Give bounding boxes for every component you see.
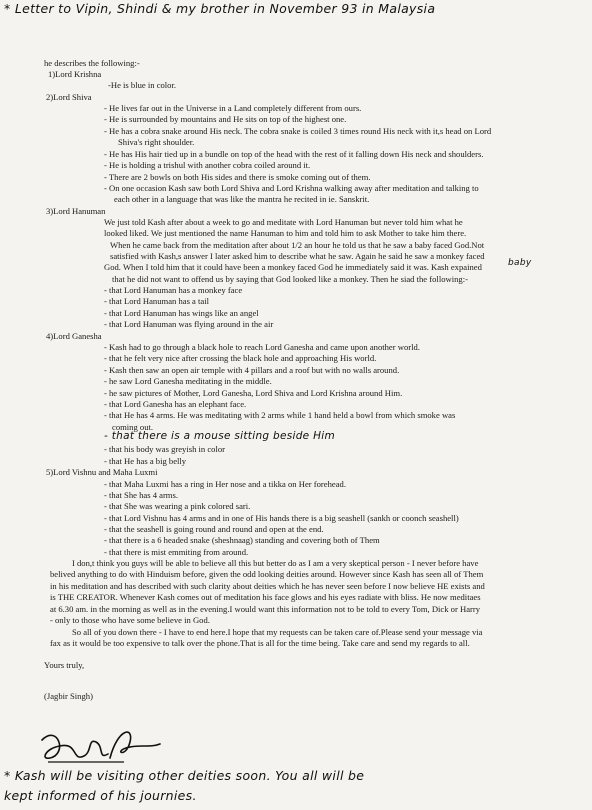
letter-line: 5)Lord Vishnu and Maha Luxmi [46,467,158,477]
letter-line: belived anything to do with Hinduism before, given the odd looking deities around. However since Kash has seen all of Them [50,569,484,579]
letter-line: - that there is a 6 headed snake (sheshnaag) standing and covering both of Them [104,535,380,545]
letter-line: - He has His hair tied up in a bundle on top of the head with the rest of it falling down His neck and shoulders. [104,149,484,159]
letter-line: - that She was wearing a pink colored sari. [104,501,251,511]
letter-line: - He has a cobra snake around His neck. The cobra snake is coiled 3 times round His neck with it,s head on Lord [104,126,492,136]
letter-line: - that Maha Luxmi has a ring in Her nose and a tikka on Her forehead. [104,479,346,489]
handwritten-footer-note-line1: * Kash will be visiting other deities soon. You all will be [4,768,365,783]
letter-line: - There are 2 bowls on both His sides and there is smoke coming out of them. [104,172,371,182]
letter-line: in his meditation and has described with such clarity about deities which he has never seen before I now believe HE exists and [50,581,485,591]
letter-line: - he saw pictures of Mother, Lord Ganesha, Lord Shiva and Lord Krishna around Him. [104,388,403,398]
letter-line: at 6.30 am. in the morning as well as in the evening.I would want this information not to be told to every Tom, Dick or Harry [50,604,481,614]
letter-line: - On one occasion Kash saw both Lord Shiva and Lord Krishna walking away after meditation and talking to [104,183,479,193]
letter-line: - He is surrounded by mountains and He sits on top of the highest one. [104,114,347,124]
letter-line: (Jagbir Singh) [44,691,93,701]
letter-line: - that his body was greyish in color [104,444,226,454]
letter-line: - Kash then saw an open air temple with 4 pillars and a roof but with no walls around. [104,365,400,375]
letter-line: that he did not want to offend us by saying that God looked like a monkey. Then he siad the following:- [112,274,468,284]
letter-line: satisfied with Kash,s answer I later asked him to describe what he saw. Again he said he saw a monkey faced [110,251,485,261]
letter-line: - that Lord Vishnu has 4 arms and in one of His hands there is a big seashell (sankh or coonch seashell) [104,513,459,523]
letter-line: 1)Lord Krishna [48,69,102,79]
letter-line: When he came back from the meditation after about 1/2 an hour he told us that he saw a baby faced God.Not [110,240,485,250]
signature-scrawl [38,718,168,768]
letter-line: - he saw Lord Ganesha meditating in the middle. [104,376,272,386]
letter-line: - that Lord Hanuman has a tail [104,296,210,306]
letter-line: looked liked. We just mentioned the name Hanuman to him and told him to ask Mother to take him there. [104,228,467,238]
letter-line: each other in a language that was like the mantra he recited in ie. Sanskrit. [114,194,370,204]
letter-line: 3)Lord Hanuman [46,206,106,216]
letter-line: So all of you down there - I have to end here.I hope that my requests can be taken care of.Please send your message via [72,627,483,637]
letter-line: Yours truly, [44,660,85,670]
letter-line: We just told Kash after about a week to go and meditate with Lord Hanuman but never told him what he [104,217,463,227]
letter-line: he describes the following:- [44,58,140,68]
letter-line: is THE CREATOR. Whenever Kash comes out of meditation his face glows and his eyes radiate with bliss. He now meditaes [50,592,481,602]
letter-line: -He is blue in color. [108,80,177,90]
letter-line: - He is holding a trishul with another cobra coiled around it. [104,160,311,170]
letter-line: 4)Lord Ganesha [46,331,102,341]
letter-line: I don,t think you guys will be able to believe all this but better do as I am a very skeptical person - I never before have [72,558,479,568]
letter-line: - that He has 4 arms. He was meditating with 2 arms while 1 hand held a bowl from which smoke was [104,410,456,420]
letter-line: - only to those who have some believe in God. [50,615,210,625]
letter-line: coming out. [112,422,154,432]
letter-line: - that He has a big belly [104,456,187,466]
letter-line: - Kash had to go through a black hole to reach Lord Ganesha and came upon another world. [104,342,420,352]
letter-line: - that the seashell is going round and round and open at the end. [104,524,324,534]
letter-line: - that Lord Hanuman has a monkey face [104,285,243,295]
letter-line: - that Lord Ganesha has an elephant face. [104,399,247,409]
letter-line: - that he felt very nice after crossing the black hole and approaching His world. [104,353,377,363]
letter-line: Shiva's right shoulder. [118,137,195,147]
letter-line: - that there is a mouse sitting beside Him [104,430,336,442]
letter-line: fax as it would be too expensive to talk over the phone.That is all for the time being. Take care and send my regards to all. [50,638,470,648]
handwritten-footer-note-line2: kept informed of his journies. [4,788,197,803]
letter-line: 2)Lord Shiva [46,92,92,102]
letter-line: - that there is mist emmiting from around. [104,547,249,557]
handwritten-header-note: * Letter to Vipin, Shindi & my brother in November 93 in Malaysia [4,1,436,16]
letter-line: God. When I told him that it could have been a monkey faced God he immediately said it was. Kash expained [104,262,482,272]
letter-line: - that Lord Hanuman was flying around in the air [104,319,274,329]
letter-line: - that She has 4 arms. [104,490,178,500]
baby-annotation: baby [508,258,532,268]
letter-line: - He lives far out in the Universe in a Land completely different from ours. [104,103,362,113]
letter-line: - that Lord Hanuman has wings like an angel [104,308,259,318]
